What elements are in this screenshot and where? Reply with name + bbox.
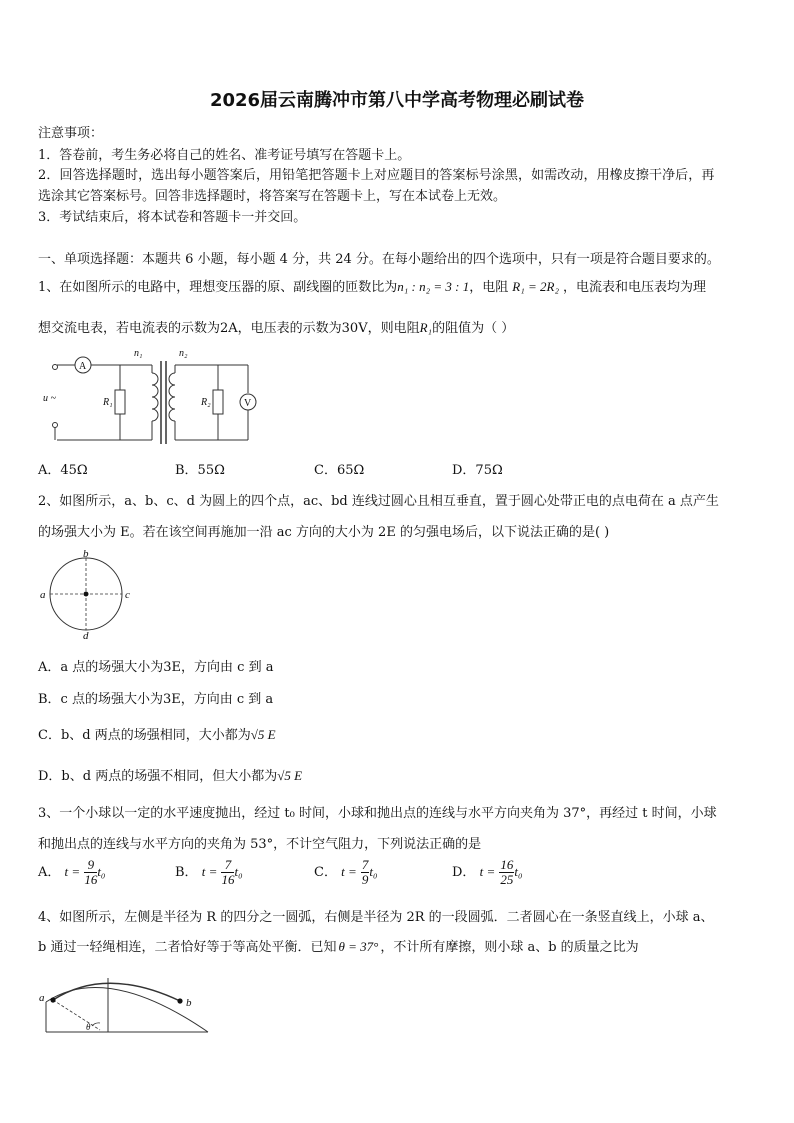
q2-line2: 的场强大小为 E。若在该空间再施加一沿 ac 方向的大小为 2E 的匀强电场后，以下说法正确的是( ) (38, 525, 610, 540)
point-c-label: c (125, 589, 130, 601)
q2-option-c-value: √5 E (250, 727, 276, 742)
section-header: 一、单项选择题：本题共 6 小题，每小题 4 分，共 24 分。在每小题给出的四个选项中，只有一项是符合题目要求的。 (38, 252, 720, 267)
voltmeter-label: V (244, 398, 252, 409)
note-item-2: 2．回答选择题时，选出每小题答案后，用铅笔把答题卡上对应题目的答案标号涂黑，如需改动，用橡皮擦干净后，再 (38, 168, 715, 183)
notes-heading: 注意事项： (38, 126, 104, 141)
q3-option-c-label: C． (314, 865, 337, 880)
q2-option-d-value: √5 E (277, 768, 303, 783)
q1-option-d: D．75Ω (452, 463, 503, 478)
point-a-label: a (40, 589, 46, 601)
note-item-2-cont: 选涂其它答案标号。回答非选择题时，将答案写在答题卡上，写在本试卷上无效。 (38, 189, 507, 204)
q2-option-c-text: C．b、d 两点的场强相同，大小都为 (38, 728, 251, 743)
q2-option-d (38, 765, 302, 784)
q3-option-b-lhs: t = (201, 864, 218, 879)
q3-option-d-den: 25 (500, 872, 514, 887)
q3-option-b (175, 858, 243, 887)
q4-line2 (38, 936, 639, 955)
q3-line2: 和抛出点的连线与水平方向的夹角为 53°，不计空气阻力，下列说法正确的是 (38, 837, 482, 852)
q3-option-a-fraction (84, 858, 97, 887)
q3-option-d-fraction (499, 858, 514, 887)
q3-option-b-fraction (221, 858, 234, 887)
q1-resistance-relation: R₁ = 2R₂ (512, 279, 559, 294)
q2-option-c (38, 724, 276, 743)
ball-a-label: a (39, 992, 45, 1004)
q4-text-a: b 通过一轻绳相连，二者恰好等于等高处平衡．已知 (38, 940, 337, 955)
n1-label: n₁ (134, 348, 143, 359)
q3-option-a-lhs: t = (64, 864, 81, 879)
q3-option-b-den: 16 (221, 872, 235, 887)
q1-r1-symbol: R₁ (419, 320, 433, 335)
q3-option-d-rhs: t₀ (514, 864, 523, 879)
circle-field-figure (38, 548, 138, 640)
q1-option-c: C．65Ω (314, 463, 365, 478)
source-label: u ~ (43, 393, 56, 404)
r2-label: R₂ (201, 397, 211, 408)
q3-option-a-label: A． (38, 865, 61, 880)
q2-option-b: B．c 点的场强大小为3E，方向由 c 到 a (38, 692, 274, 707)
q4-line1: 4、如图所示，左侧是半径为 R 的四分之一圆弧，右侧是半径为 2R 的一段圆弧．二者圆心在一条竖直线上，小球 a、 (38, 910, 714, 925)
q3-option-b-label: B． (175, 865, 198, 880)
q3-option-a-num: 9 (84, 858, 97, 873)
note-item-1: 1．答卷前，考生务必将自己的姓名、准考证号填写在答题卡上。 (38, 148, 411, 163)
point-d-label: d (83, 630, 89, 640)
q3-option-c (314, 858, 378, 887)
q3-option-b-rhs: t₀ (234, 864, 243, 879)
r1-label: R₁ (103, 397, 113, 408)
note-item-3: 3．考试结束后，将本试卷和答题卡一并交回。 (38, 210, 307, 225)
q3-option-c-lhs: t = (341, 864, 357, 879)
q3-option-d-lhs: t = (479, 864, 496, 879)
page-title: 2026届云南腾冲市第八中学高考物理必刷试卷 (209, 90, 585, 111)
q1-text-e: 的阻值为（ ） (432, 321, 515, 336)
q3-option-a-rhs: t₀ (97, 864, 106, 879)
q3-option-a (38, 858, 105, 887)
q1-option-b: B．55Ω (175, 463, 225, 478)
q1-text-c: ，电流表和电压表均为理 (562, 280, 706, 295)
q3-option-a-den: 16 (84, 872, 98, 887)
q3-option-b-num: 7 (221, 858, 234, 873)
q3-option-d (452, 858, 523, 887)
arc-diagram-figure (36, 966, 216, 1038)
q3-option-c-rhs: t₀ (369, 864, 378, 879)
q3-option-d-label: D． (452, 865, 476, 880)
q2-line1: 2、如图所示，a、b、c、d 为圆上的四个点，ac、bd 连线过圆心且相互垂直，置于圆心处带正电的点电荷在 a 点产生 (38, 494, 719, 509)
q3-option-c-den: 9 (361, 872, 369, 887)
q1-text-a: 1、在如图所示的电路中，理想变压器的原、副线圈的匝数比为 (38, 280, 398, 295)
q1-turns-ratio: n₁ : n₂ = 3 : 1 (397, 279, 470, 294)
n2-label: n₂ (179, 348, 188, 359)
q2-option-d-text: D．b、d 两点的场强不相同，但大小都为 (38, 769, 278, 784)
transformer-circuit-figure (40, 345, 270, 450)
q2-option-a: A．a 点的场强大小为3E，方向由 c 到 a (38, 660, 274, 675)
q3-line1: 3、一个小球以一定的水平速度抛出，经过 t₀ 时间，小球和抛出点的连线与水平方向夹角为 37°，再经过 t 时间，小球 (38, 806, 717, 821)
theta-label: θ (86, 1022, 91, 1032)
q1-line1 (38, 276, 706, 295)
q4-text-b: ，不计所有摩擦，则小球 a、b 的质量之比为 (380, 940, 639, 955)
q3-option-d-num: 16 (500, 857, 514, 872)
q1-text-d: 想交流电表，若电流表的示数为2A，电压表的示数为30V，则电阻 (38, 321, 420, 336)
q3-option-c-num: 7 (361, 857, 369, 872)
ball-b-label: b (186, 997, 192, 1009)
ammeter-label: A (79, 361, 87, 372)
q1-text-b: ，电阻 (469, 280, 509, 295)
q1-line2 (38, 317, 514, 336)
q4-theta-value: θ = 37° (338, 939, 379, 954)
point-b-label: b (83, 548, 89, 560)
q1-option-a: A．45Ω (38, 463, 88, 478)
